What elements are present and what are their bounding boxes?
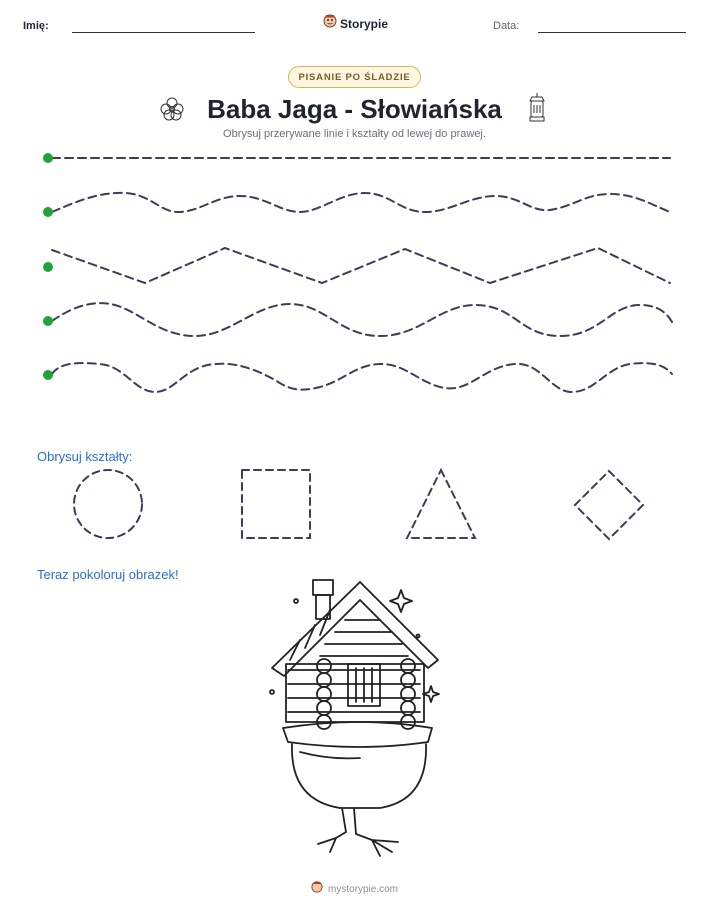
tracing-line-wave-2 <box>52 303 672 336</box>
name-field-line[interactable] <box>72 32 255 33</box>
tracing-line-zigzag <box>52 248 670 283</box>
start-dot-1 <box>43 153 53 163</box>
coloring-section-label: Teraz pokoloruj obrazek! <box>37 567 179 582</box>
start-dot-5 <box>43 370 53 380</box>
footer-url[interactable]: mystorypie.com <box>327 883 398 895</box>
activity-badge: PISANIE PO ŚLADZIE <box>288 66 421 88</box>
tracing-line-wave-1 <box>52 193 670 212</box>
date-field-line[interactable] <box>538 32 686 33</box>
shape-circle <box>74 470 142 538</box>
instructions-text: Obrysuj przerywane linie i kształty od lewej do prawej. <box>223 128 486 140</box>
brand-name: Storypie <box>340 16 389 31</box>
name-label: Imię: <box>23 20 49 32</box>
shape-triangle <box>407 470 475 538</box>
start-dot-3 <box>43 262 53 272</box>
footer <box>0 880 709 898</box>
shapes-section-label: Obrysuj kształty: <box>37 449 133 464</box>
page-title: Baba Jaga - Słowiańska <box>207 94 502 124</box>
shape-square <box>242 470 310 538</box>
date-label: Data: <box>493 20 520 32</box>
brand-logo <box>323 14 388 33</box>
tracing-line-wave-3 <box>52 363 672 392</box>
hut-coloring-picture <box>265 575 445 865</box>
storypie-mascot-icon <box>323 14 337 33</box>
start-dot-2 <box>43 207 53 217</box>
start-dot-4 <box>43 316 53 326</box>
tracing-shapes <box>0 465 709 545</box>
lantern-icon <box>526 92 548 124</box>
tracing-lines <box>0 140 709 400</box>
shape-diamond <box>575 471 643 539</box>
storypie-footer-icon <box>311 880 323 898</box>
